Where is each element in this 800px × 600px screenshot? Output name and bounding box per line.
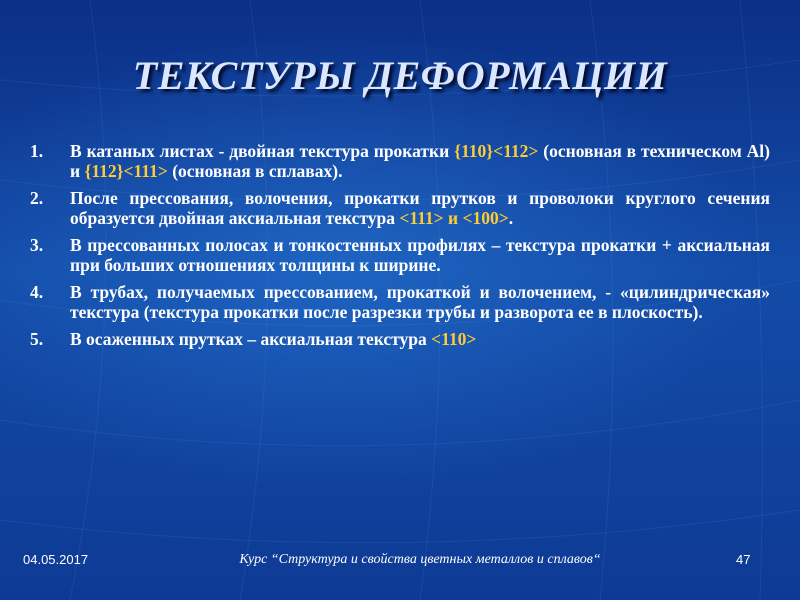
list-item bbox=[30, 188, 770, 228]
list-item-text: В трубах, получаемых прессованием, прокаткой и волочением, - «цилиндрическая» текстура (текстура прокатки после разрезки трубы и разворота ее в плоскость). bbox=[70, 282, 770, 322]
list-item-text: . bbox=[508, 208, 514, 228]
list-item-number: 3. bbox=[30, 235, 44, 255]
texture-notation: <111> и <100> bbox=[399, 208, 509, 228]
list-item-number: 2. bbox=[30, 188, 44, 208]
list-item bbox=[30, 235, 770, 275]
list-item bbox=[30, 329, 770, 349]
list-item-number: 5. bbox=[30, 329, 44, 349]
list-item-text: После прессования, волочения, прокатки прутков и проволоки круглого сечения образуется двойная аксиальная текстура bbox=[70, 188, 770, 228]
list-item-text: (основная в техническом Al) и bbox=[70, 141, 770, 181]
list-item-number: 4. bbox=[30, 282, 44, 302]
list-item-text: В катаных листах - двойная текстура прокатки bbox=[70, 141, 455, 161]
footer-date: 04.05.2017 bbox=[23, 552, 89, 567]
list-item-text: В осаженных прутках – аксиальная текстура bbox=[70, 329, 432, 349]
texture-notation: <110> bbox=[431, 329, 477, 349]
footer-page-number: 47 bbox=[736, 552, 751, 567]
slide-title: ТЕКСТУРЫ ДЕФОРМАЦИИ bbox=[132, 53, 668, 98]
footer-course: Курс “Структура и свойства цветных металлов и сплавов“ bbox=[239, 552, 601, 567]
list-item-number: 1. bbox=[30, 141, 44, 161]
texture-notation: {110}<112> bbox=[454, 141, 539, 161]
texture-list bbox=[30, 141, 770, 356]
list-item bbox=[30, 141, 770, 181]
list-item-text: (основная в сплавах). bbox=[167, 161, 343, 181]
list-item-text: В прессованных полосах и тонкостенных профилях – текстура прокатки + аксиальная при больших отношениях толщины к ширине. bbox=[70, 235, 770, 275]
list-item bbox=[30, 282, 770, 322]
texture-notation: {112}<111> bbox=[84, 161, 168, 181]
